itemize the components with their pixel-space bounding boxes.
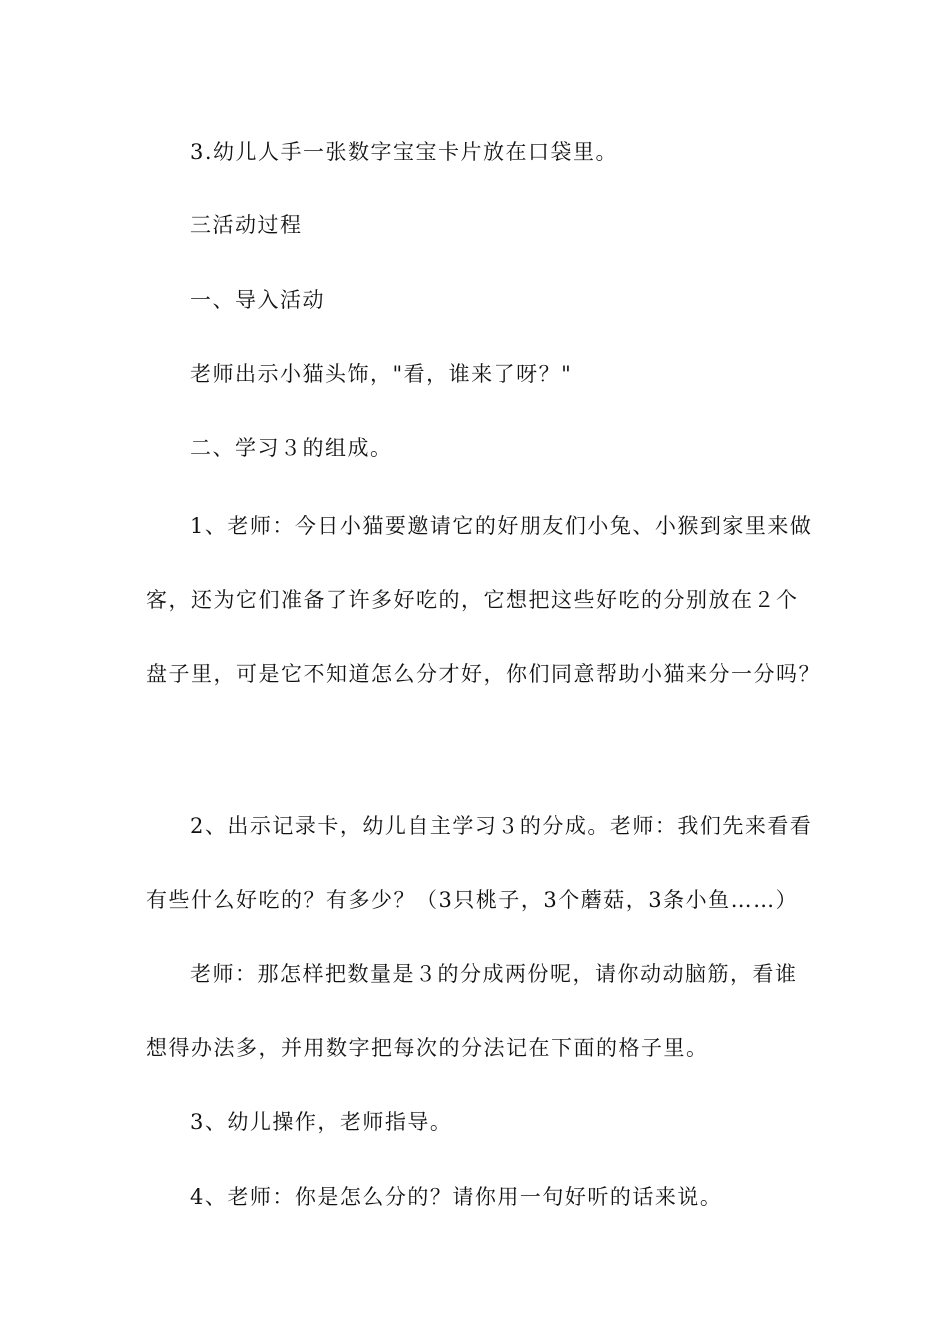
heading-activity-process: 三活动过程	[190, 213, 303, 237]
paragraph-teacher-question-line2: 想得办法多，并用数字把每次的分法记在下面的格子里。	[146, 1036, 709, 1060]
paragraph-teacher-shows-cat: 老师出示小猫头饰，"看，谁来了呀？"	[190, 362, 573, 386]
paragraph-step2-line1: 2、出示记录卡，幼儿自主学习３的分成。老师：我们先来看看	[190, 814, 813, 838]
paragraph-step1-line3: 盘子里，可是它不知道怎么分才好，你们同意帮助小猫来分一分吗？	[146, 662, 821, 686]
paragraph-step4: 4、老师：你是怎么分的？请你用一句好听的话来说。	[190, 1185, 723, 1209]
heading-introduction: 一、导入活动	[190, 288, 325, 312]
paragraph-step1-line2: 客，还为它们准备了许多好吃的，它想把这些好吃的分别放在２个	[146, 588, 799, 612]
paragraph-step2-line2: 有些什么好吃的？有多少？（3只桃子，3个蘑菇，3条小鱼……）	[146, 888, 799, 912]
paragraph-step1-line1: 1、老师：今日小猫要邀请它的好朋友们小兔、小猴到家里来做	[190, 514, 813, 538]
paragraph-teacher-question-line1: 老师：那怎样把数量是３的分成两份呢，请你动动脑筋，看谁	[190, 962, 798, 986]
heading-learn-composition: 二、学习３的组成。	[190, 436, 393, 460]
paragraph-materials-3: 3.幼儿人手一张数字宝宝卡片放在口袋里。	[190, 140, 619, 164]
paragraph-step3: 3、幼儿操作，老师指导。	[190, 1110, 453, 1134]
